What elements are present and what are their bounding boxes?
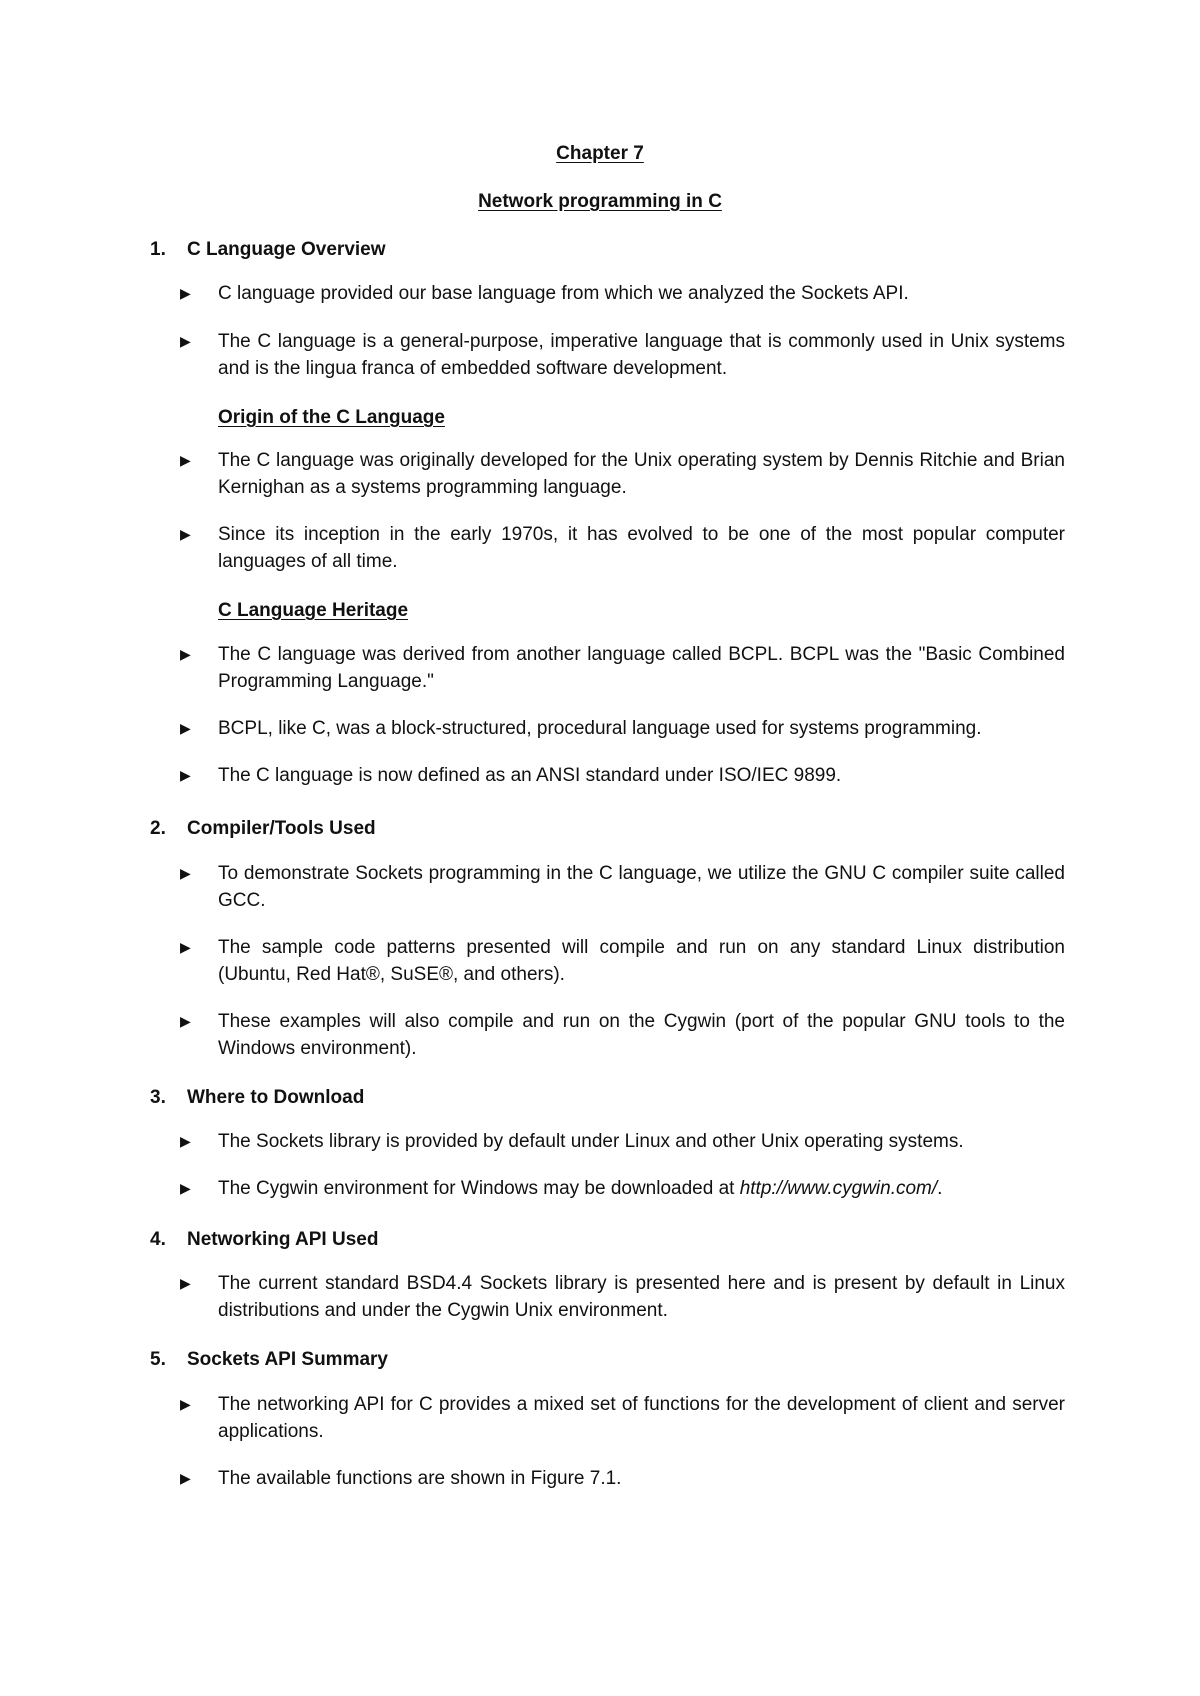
cygwin-link[interactable]: http://www.cygwin.com/ <box>739 1178 938 1199</box>
section-number: 2. <box>150 818 166 839</box>
section-heading-5 <box>150 1349 388 1371</box>
list-item-text: BCPL, like C, was a block-structured, procedural language used for systems programming. <box>218 718 982 739</box>
list-item <box>180 1175 1065 1202</box>
list-item-text <box>218 1175 1065 1202</box>
triangle-right-icon: ▶ <box>180 646 191 662</box>
section-number: 1. <box>150 239 166 260</box>
section-title: Networking API Used <box>187 1229 379 1250</box>
download-prefix: The Cygwin environment for Windows may be downloaded at <box>218 1178 740 1199</box>
section-title: Compiler/Tools Used <box>187 818 376 839</box>
triangle-right-icon: ▶ <box>180 1013 191 1029</box>
chapter-title: Chapter 7 <box>556 143 644 164</box>
triangle-right-icon: ▶ <box>180 720 191 736</box>
section-heading-3 <box>150 1087 364 1109</box>
triangle-right-icon: ▶ <box>180 1275 191 1291</box>
list-item-text: The C language is now defined as an ANSI standard under ISO/IEC 9899. <box>218 765 842 786</box>
list-item-text: The networking API for C provides a mixed set of functions for the development of client and server applications. <box>218 1394 1065 1442</box>
section-number: 4. <box>150 1229 166 1250</box>
list-item-text: The current standard BSD4.4 Sockets library is presented here and is present by default in Linux distributions and under the Cygwin Unix environment. <box>218 1273 1065 1321</box>
list-item <box>180 1128 1065 1155</box>
section-title: Where to Download <box>187 1087 365 1108</box>
list-item-text: The sample code patterns presented will compile and run on any standard Linux distribution (Ubuntu, Red Hat®, SuSE®, and others). <box>218 937 1065 985</box>
list-item <box>180 1391 1065 1445</box>
list-item <box>180 934 1065 988</box>
download-suffix: . <box>937 1178 943 1199</box>
triangle-right-icon: ▶ <box>180 1180 191 1196</box>
list-item-text: The available functions are shown in Figure 7.1. <box>218 1468 622 1489</box>
section-number: 5. <box>150 1349 166 1370</box>
list-item <box>180 1465 1065 1492</box>
triangle-right-icon: ▶ <box>180 1396 191 1412</box>
list-item <box>180 715 1065 742</box>
triangle-right-icon: ▶ <box>180 333 191 349</box>
list-item-text: To demonstrate Sockets programming in the C language, we utilize the GNU C compiler suite called GCC. <box>218 863 1065 911</box>
triangle-right-icon: ▶ <box>180 452 191 468</box>
list-item <box>180 860 1065 914</box>
list-item <box>180 1008 1065 1062</box>
section-title: Sockets API Summary <box>187 1349 388 1370</box>
list-item-text: The C language was derived from another language called BCPL. BCPL was the "Basic Combined Programming Language." <box>218 644 1065 692</box>
list-item <box>180 447 1065 501</box>
section-heading-1 <box>150 239 386 261</box>
section-number: 3. <box>150 1087 166 1108</box>
list-item <box>180 762 1065 789</box>
list-item-text: The C language was originally developed for the Unix operating system by Dennis Ritchie and Brian Kernighan as a systems programming language. <box>218 450 1065 498</box>
list-item <box>180 328 1065 382</box>
list-item-text: The Sockets library is provided by default under Linux and other Unix operating systems. <box>218 1131 964 1152</box>
triangle-right-icon: ▶ <box>180 285 191 301</box>
section-heading-4 <box>150 1229 378 1251</box>
triangle-right-icon: ▶ <box>180 939 191 955</box>
section-heading-2 <box>150 818 376 840</box>
triangle-right-icon: ▶ <box>180 865 191 881</box>
list-item-text: The C language is a general-purpose, imperative language that is commonly used in Unix systems and is the lingua franca of embedded software development. <box>218 331 1065 379</box>
list-item <box>180 521 1065 575</box>
section-title: C Language Overview <box>187 239 386 260</box>
triangle-right-icon: ▶ <box>180 526 191 542</box>
triangle-right-icon: ▶ <box>180 1133 191 1149</box>
main-title: Network programming in C <box>478 191 722 212</box>
triangle-right-icon: ▶ <box>180 1470 191 1486</box>
list-item-text: Since its inception in the early 1970s, it has evolved to be one of the most popular computer languages of all time. <box>218 524 1065 572</box>
subheading-origin: Origin of the C Language <box>218 407 445 428</box>
subheading-heritage: C Language Heritage <box>218 600 409 621</box>
list-item <box>180 641 1065 695</box>
list-item-text: These examples will also compile and run on the Cygwin (port of the popular GNU tools to the Windows environment). <box>218 1011 1065 1059</box>
list-item <box>180 280 1065 307</box>
list-item-text: C language provided our base language from which we analyzed the Sockets API. <box>218 283 909 304</box>
list-item <box>180 1270 1065 1324</box>
triangle-right-icon: ▶ <box>180 767 191 783</box>
